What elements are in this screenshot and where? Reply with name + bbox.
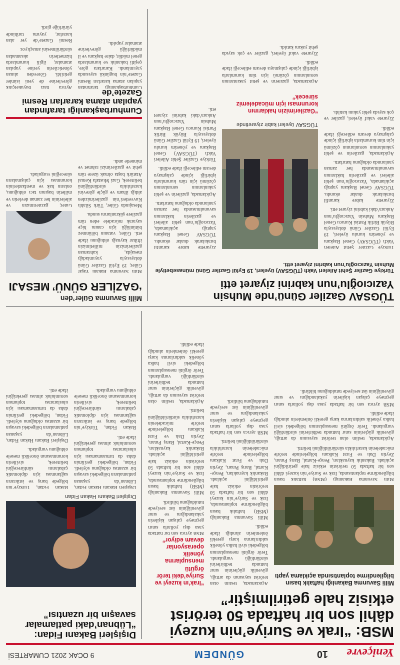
kararlar-headline: Cumhurbaşkanlığı tarafından yapılan atama kararları Resmi Gazete’de	[21, 88, 142, 116]
paragraph: Türkiye Gaziler Şehit Aileleri Vakfı (TÜGSAV) Genel Başkanı ve yönetim kurulu üyeleri, 19 Eylül Gaziler Günü dolayısıyla Büyük Birlik Partisi Kurucu Genel Başkanı Muhsin Yazıcıoğlu’nun Ankara’daki kabrini ziyaret etti.	[324, 206, 394, 249]
fidan-body-col2	[6, 311, 68, 489]
paragraph: MSB ayrıca son bir haftada yasa dışı yollarla sınırı geçmeye çalışan kişilerin yakalandığını ve sınır güvenliğinin üst seviyede tutulduğunu bildirdi.	[148, 498, 204, 535]
fidan-photo	[6, 501, 136, 587]
paragraph: MSB ayrıca son bir haftada yasa dışı yollarla sınırı geçmeye çalışan kişilerin yakalandığını ve sınır güvenliğinin üst seviyede tutulduğunu bildirdi.	[210, 397, 268, 435]
tugsav-side-note: “Gazilerimizin haklarının korunması için mücadelemiz sürecek”	[236, 92, 318, 113]
msb-side-note: “Irak’ın kuzeyi ve Suriye’deki terör örgütü mensuplarına yönelik operasyonlar devam ediyor”	[154, 535, 204, 585]
tugsav-subhead: Türkiye Gaziler Şehit Aileleri Vakfı (TÜGSAV) üyeleri, 19 Eylül Gaziler Günü münasebetiyle Muhsin Yazıcıoğlu’nun kabrini ziyaret etti.	[155, 260, 394, 273]
page-number: 10	[316, 648, 328, 659]
newspaper-logo: Yeniçevre	[346, 646, 394, 660]
paragraph: Cumhurbaşkanlığı tarafından yapılan atama kararları Resmi Gazete’nin bugünkü sayısında yayımlandı. Kararlara göre, çeşitli bakanlık ve kurumlarda genel müdür, daire başkanı ve il müdürlüğü görevlerine atamalar yapıldı.	[78, 39, 142, 89]
issue-date: 9 OCAK 2021 CUMARTESİ	[8, 651, 95, 658]
paragraph: Ziyarete vakıf üyeleri, gaziler ve çok sayıda şehit yakını katıldı.	[324, 109, 394, 121]
masthead	[6, 643, 394, 661]
paragraph: Ziyarette kabre karanfil bırakılarak dualar okundu. TÜGSAV Genel Başkanı yaptığı açıklamada, Yazıcıoğlu’nun şehit aileleri ve gazilerin haklarının savunulmasında her zaman yanlarında olduğunu hatırlattı.	[324, 159, 394, 202]
paragraph: Açıklamada, gazilerin ve şehit yakınlarının sorunlarının çözümü için tüm kurumlarla işbirliği içinde çalışmaya devam edileceği ifade edildi.	[222, 59, 318, 83]
guler-photo	[6, 211, 72, 273]
gazete-body	[78, 123, 142, 273]
paragraph: Bakan Fidan, Türkiye’nin bölgede barış ve istikrarın sağlanması için diplomatik çabalarını sürdüreceğini belirterek, sivillerin korunmasının öncelikli mesele olduğunu vurguladı.	[6, 446, 68, 489]
paragraph: Milli Savunma Bakanı Yaşar Güler, 19 Eylül Gaziler Günü dolayısıyla yayımladığı mesajda, kahraman gazilerimizin milletimizin iftihar kaynağı olduğunu ifade etti. Güler, vatanın bölünmez bütünlüğü için canını hiçe sayarak mücadele eden tüm gazilere şükranlarını sundu.	[78, 211, 142, 273]
minister-portrait	[6, 501, 136, 587]
tugsav-caption: TÜGSAV üyeleri kabir ziyaretinde	[236, 121, 318, 127]
msb-photo	[274, 485, 394, 565]
paragraph: Türkiye Gaziler Şehit Aileleri Vakfı (TÜGSAV) Genel Başkanı ve yönetim kurulu üyeleri, 19 Eylül Gaziler Günü dolayısıyla Büyük Birlik Partisi Kurucu Genel Başkanı Muhsin Yazıcıoğlu’nun Ankara’daki kabrini ziyaret etti.	[154, 105, 216, 162]
msb-body	[274, 311, 394, 481]
paragraph: Dışişleri Bakanı Hakan Fidan, Lübnan’da yaşanan patlamaların bölgedeki savaşın bir uzantısı olduğunu söyledi. Fidan, bölgedeki gerilimin daha da tırmanmaması için uluslararası toplumun sorumluluk alması gerektiğini ifade etti.	[74, 433, 136, 489]
kararlar-body-col2	[6, 9, 72, 89]
kararlar-body	[78, 9, 142, 89]
msb-body-col2	[210, 311, 268, 585]
msb-headline: MSB: “Irak ve Suriye’nin kuzeyi dâhil son bir haftada 50 terörist etkisiz hale getirilmiştir”	[169, 591, 394, 640]
paragraph: Resmi Gazete’de yer alan kararlar, yayımı tarihinde yürürlüğe girdi.	[6, 24, 72, 42]
tugsav-body-col2	[222, 9, 318, 83]
fidan-body	[74, 311, 136, 489]
paragraph: Ziyarette kabre karanfil bırakılarak dualar okundu. TÜGSAV Genel Başkanı yaptığı açıklamada, Yazıcıoğlu’nun şehit aileleri ve gazilerin haklarının savunulmasında her zaman yanlarında olduğunu hatırlattı.	[154, 199, 216, 249]
tugsav-body-col3	[154, 9, 216, 249]
minister-portrait	[6, 211, 72, 273]
msb-subhead: Milli Savunma Bakanlığı haftalık basın bilgilendirme toplantısında açıklama yaptı	[274, 572, 394, 585]
paragraph: Ayrıca bazı büyükelçilik görevlerine de yeni isimler getirildi. Görevden alınan yöneticilerin yerine yapılan atamalar, ilgili kurumlarda hizmetlerin aksamadan sürdürülmesini amaçlıyor.	[6, 46, 72, 89]
paragraph: Milli Savunma Bakanlığı (MSB) haftalık basın bilgilendirme toplantısında, Irak ve Suriye’nin kuzeyi dâhil son bir haftada 50 teröristin etkisiz hale getirildiğini açıkladı. Bakanlık kaynakları, Pençe-Kartal, Barış Pınarı, Zeytin Dalı ve Fırat Kalkanı bölgelerinde terörle mücadelenin kararlılıkla sürdürüldüğünü belirtti.	[148, 407, 204, 495]
paragraph: Açıklamada, teslim olan terörist sayısının da arttığı, güvenlik güçlerinin sınır hattında tedbirlerini sürdürdüğü vurgulandı. Terör örgütü mensuplarının bölgedeki sivil halka yönelik saldırılarına karşı gerekli önlemlerin alındığı ifade edildi.	[274, 410, 394, 441]
gazete-headline: ‘GAZİLER GÜNÜ’ MESAJI	[8, 280, 142, 292]
paragraph: Bakan Fidan, Türkiye’nin bölgede barış ve istikrarın sağlanması için diplomatik çabalarını sürdüreceğini belirterek, sivillerin korunmasının öncelikli mesele olduğunu vurguladı.	[74, 386, 136, 430]
section-divider	[6, 306, 394, 307]
fidan-caption: Dışişleri Bakanı Hakan Fidan	[65, 493, 136, 499]
grave-visit-photo	[222, 129, 318, 249]
paragraph: Milli Savunma Bakanlığı (MSB) haftalık basın bilgilendirme toplantısında, Irak ve Suriye’nin kuzeyi dâhil son bir haftada 50 teröristin etkisiz hale getirildiğini açıkladı. Bakanlık kaynakları, Pençe-Kartal, Barış Pınarı, Zeytin Dalı ve Fırat Kalkanı bölgelerinde terörle mücadelenin kararlılıkla sürdürüldüğünü belirtti.	[274, 444, 394, 481]
fidan-headline: Dışişleri Bakanı Fidan: “Lübnan’daki patlamalar savaşın bir uzantısı”	[25, 609, 136, 640]
paragraph: Açıklamada, teslim olan terörist sayısının da arttığı, güvenlik güçlerinin sınır hattında tedbirlerini sürdürdüğü vurgulandı. Terör örgütü mensuplarının bölgedeki sivil halka yönelik saldırılarına karşı gerekli önlemlerin alındığı ifade edildi.	[210, 523, 268, 585]
paragraph: Dışişleri Bakanı Hakan Fidan, Lübnan’da yaşanan patlamaların bölgedeki savaşın bir uzantısı olduğunu söyledi. Fidan, bölgedeki gerilimin daha da tırmanmaması için uluslararası toplumun sorumluluk alması gerektiğini ifade etti.	[6, 386, 68, 442]
paragraph: Ziyarete vakıf üyeleri, gaziler ve çok sayıda şehit yakını katıldı.	[222, 43, 318, 55]
soldiers-photo	[274, 485, 394, 565]
column-divider	[141, 311, 142, 639]
story-separator	[6, 118, 142, 120]
paragraph: Güler, gazilerimizin ve ailelerinin her zaman devletin ve milletin başının tacı olduğunu, onların hak ve menfaatlerinin korunması için çalışmaların süreceğini vurguladı.	[6, 170, 72, 207]
tugsav-body	[324, 9, 394, 249]
section-title: GÜNDEM	[193, 648, 244, 659]
paragraph: MSB ayrıca son bir haftada yasa dışı yollarla sınırı geçmeye çalışan kişilerin yakalandığını ve sınır güvenliğinin üst seviyede tutulduğunu bildirdi.	[274, 388, 394, 406]
gazete-kicker: Milli Savunma Güler’den	[60, 294, 142, 301]
gazete-body-col2	[6, 123, 72, 207]
column-divider	[147, 9, 148, 301]
paragraph: Mesajında Güler, Türk Silahlı Kuvvetleri’nin gazilerimizden aldığı ilham ve güçle görevini kararlılıkla sürdürdüğünü belirterek, Gazi Mustafa Kemal Atatürk başta olmak üzere tüm şehit ve gazilerimizi rahmet ve minnetle andı.	[78, 157, 142, 208]
tugsav-headline: TÜGSAV Gaziler Günü’nde Muhsin Yazıcıoğlu’nun kabrini ziyaret etti	[213, 278, 394, 302]
msb-body-col3	[148, 311, 204, 535]
paragraph: Açıklamada, teslim olan terörist sayısının da arttığı, güvenlik güçlerinin sınır hattında tedbirlerini sürdürdüğü vurgulandı. Terör örgütü mensuplarının bölgedeki sivil halka yönelik saldırılarına karşı gerekli önlemlerin alındığı ifade edildi.	[148, 341, 204, 404]
paragraph: Açıklamada, gazilerin ve şehit yakınlarının sorunlarının çözümü için tüm kurumlarla işbirliği içinde çalışmaya devam edileceği ifade edildi.	[324, 124, 394, 155]
tugsav-photo	[222, 129, 318, 249]
paragraph: Açıklamada, gazilerin ve şehit yakınlarının sorunlarının çözümü için tüm kurumlarla işbirliği içinde çalışmaya devam edileceği ifade edildi.	[154, 165, 216, 196]
paragraph: Milli Savunma Bakanlığı (MSB) haftalık basın bilgilendirme toplantısında, Irak ve Suriye’nin kuzeyi dâhil son bir haftada 50 teröristin etkisiz hale getirildiğini açıkladı. Bakanlık kaynakları, Pençe-Kartal, Barış Pınarı, Zeytin Dalı ve Fırat Kalkanı bölgelerinde terörle mücadelenin kararlılıkla sürdürüldüğünü belirtti.	[210, 438, 268, 520]
